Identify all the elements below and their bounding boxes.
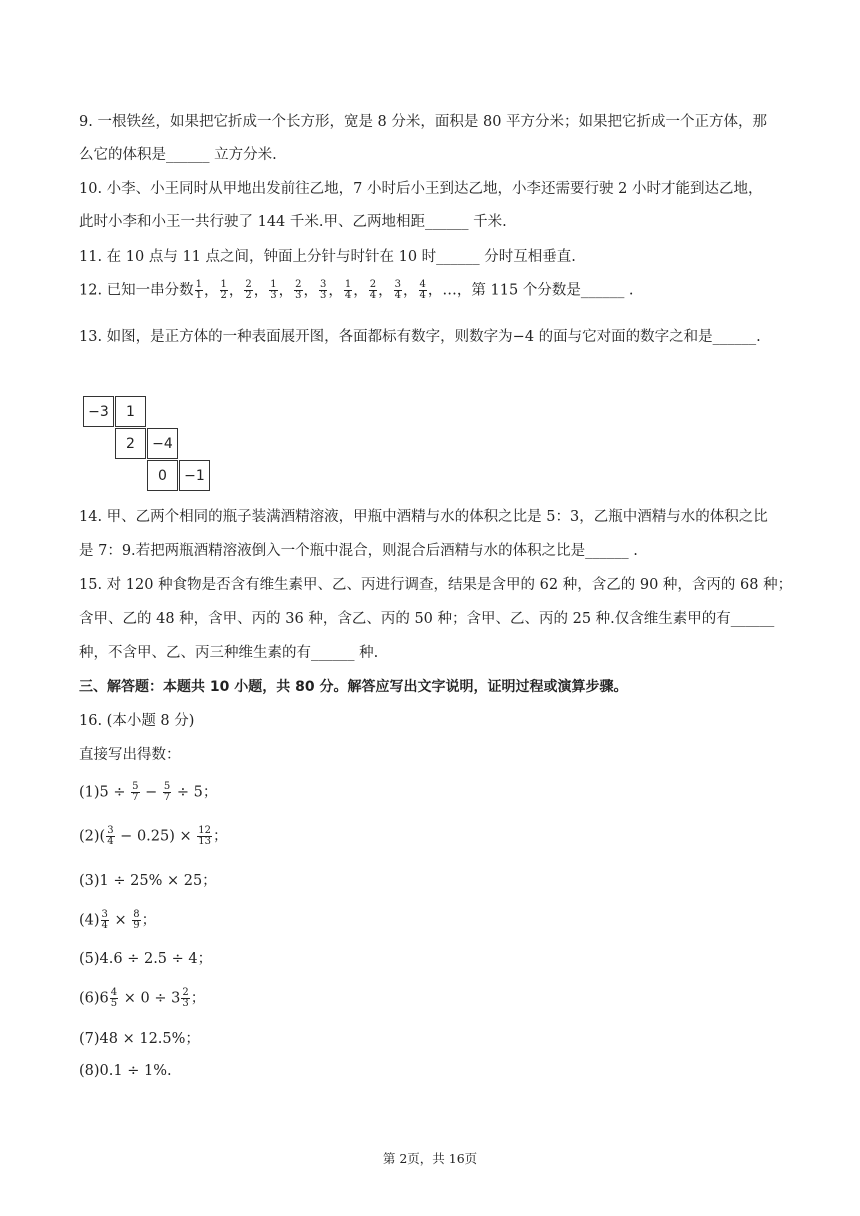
denominator: 2 xyxy=(245,290,252,301)
denominator: 7 xyxy=(163,792,171,803)
denominator: 4 xyxy=(107,836,114,847)
separator: ， xyxy=(253,282,269,299)
numerator: 1 xyxy=(195,279,203,290)
expr-text: − 0.25) × xyxy=(115,828,197,845)
q16-part-6 xyxy=(79,988,205,1009)
q15-line2: 含甲、乙的 48 种，含甲、丙的 36 种，含乙、丙的 50 种；含甲、乙、丙的 25 种.仅含维生素甲的有______ xyxy=(79,611,775,627)
expr-text: × 0 ÷ 3 xyxy=(119,990,181,1007)
separator: ， xyxy=(378,282,393,299)
q16-part-1 xyxy=(79,782,217,803)
denominator: 7 xyxy=(132,792,139,803)
expr-text: × xyxy=(109,912,132,929)
separator: ， xyxy=(278,282,294,299)
denominator: 3 xyxy=(295,290,302,301)
denominator: 4 xyxy=(344,290,352,301)
sequence-fraction xyxy=(244,280,252,301)
q15-line1: 15. 对 120 种食物是否含有维生素甲、乙、丙进行调查，结果是含甲的 62 种，含乙的 90 种，含丙的 68 种； xyxy=(79,577,793,593)
q14-line1: 14. 甲、乙两个相同的瓶子装满酒精溶液，甲瓶中酒精与水的体积之比是 5：3，乙瓶中酒精与水的体积之比 xyxy=(79,509,768,525)
numerator: 2 xyxy=(369,279,377,290)
fraction xyxy=(106,826,114,847)
fraction xyxy=(110,988,118,1009)
denominator: 3 xyxy=(320,290,327,301)
q10-line1: 10. 小李、小王同时从甲地出发前往乙地，7 小时后小王到达乙地，小李还需要行驶 2 小时才能到达乙地， xyxy=(79,181,763,197)
q16-part-5: (5)4.6 ÷ 2.5 ÷ 4； xyxy=(79,951,213,967)
denominator: 4 xyxy=(369,290,377,301)
denominator: 2 xyxy=(220,290,227,301)
q10-line2: 此时小李和小王一共行驶了 144 千米.甲、乙两地相距______ 千米. xyxy=(79,214,507,230)
q16-part-4 xyxy=(79,910,156,931)
denominator: 5 xyxy=(110,998,118,1009)
q12-fraction-sequence xyxy=(194,279,428,301)
denominator: 4 xyxy=(101,920,108,931)
denominator: 4 xyxy=(394,290,402,301)
denominator: 13 xyxy=(198,836,211,847)
q16-part-8: (8)0.1 ÷ 1%. xyxy=(79,1063,172,1079)
expr-text: (4) xyxy=(79,912,100,929)
sequence-fraction xyxy=(294,280,302,301)
denominator: 4 xyxy=(419,290,426,301)
separator: ， xyxy=(303,282,319,299)
separator: ， xyxy=(228,282,244,299)
net-cell: −4 xyxy=(147,428,178,459)
net-cell: −1 xyxy=(179,460,210,491)
numerator: 2 xyxy=(245,279,252,290)
expr-text: ； xyxy=(190,990,206,1007)
q16-part-7: (7)48 × 12.5%； xyxy=(79,1031,200,1047)
separator: ， xyxy=(328,282,343,299)
numerator: 3 xyxy=(394,279,402,290)
q16-title: 16. (本小题 8 分) xyxy=(79,713,195,729)
q9-line1: 9. 一根铁丝，如果把它折成一个长方形，宽是 8 分米，面积是 80 平方分米；如果把它折成一个正方体，那 xyxy=(79,114,768,130)
q12-prefix: 12. 已知一串分数 xyxy=(79,282,194,299)
page-footer: 第 2页，共 16页 xyxy=(382,1151,478,1166)
numerator: 3 xyxy=(101,909,108,920)
fraction xyxy=(131,782,139,803)
numerator: 8 xyxy=(133,909,140,920)
separator: ， xyxy=(204,282,219,299)
expr-text: − xyxy=(140,784,162,801)
q16-instruction: 直接写出得数： xyxy=(79,747,181,763)
numerator: 1 xyxy=(220,279,227,290)
separator: ， xyxy=(353,282,368,299)
q13-line1: 13. 如图，是正方体的一种表面展开图，各面都标有数字，则数字为−4 的面与它对面的数字之和是______. xyxy=(79,329,761,345)
expr-text: (6)6 xyxy=(79,990,109,1007)
numerator: 12 xyxy=(198,825,211,836)
numerator: 5 xyxy=(132,781,139,792)
denominator: 1 xyxy=(195,290,203,301)
sequence-fraction xyxy=(419,280,427,301)
q11-line1: 11. 在 10 点与 11 点之间，钟面上分针与时针在 10 时______ 分时互相垂直. xyxy=(79,249,576,265)
q16-part-2 xyxy=(79,826,228,847)
expr-text: ÷ 5； xyxy=(172,784,218,801)
q12-line xyxy=(79,280,634,301)
numerator: 3 xyxy=(107,825,114,836)
q9-line2: 么它的体积是______ 立方分米. xyxy=(79,147,277,163)
expr-text: (2)( xyxy=(79,828,106,845)
cube-net-figure xyxy=(83,396,213,491)
numerator: 4 xyxy=(110,987,118,998)
numerator: 3 xyxy=(320,279,327,290)
sequence-fraction xyxy=(344,280,352,301)
numerator: 5 xyxy=(163,781,171,792)
q15-line3: 种，不含甲、乙、丙三种维生素的有______ 种. xyxy=(79,645,379,661)
sequence-fraction xyxy=(319,280,327,301)
sequence-fraction xyxy=(369,280,377,301)
numerator: 1 xyxy=(344,279,352,290)
numerator: 1 xyxy=(270,279,277,290)
q12-suffix: ，…，第 115 个分数是______ . xyxy=(427,282,634,299)
expr-text: (1)5 ÷ xyxy=(79,784,131,801)
expr-text: ； xyxy=(141,912,157,929)
net-cell: 1 xyxy=(115,396,146,427)
numerator: 4 xyxy=(419,279,426,290)
separator: ， xyxy=(403,282,418,299)
numerator: 2 xyxy=(182,987,189,998)
net-cell: 0 xyxy=(147,460,178,491)
denominator: 3 xyxy=(270,290,277,301)
numerator: 2 xyxy=(295,279,302,290)
fraction xyxy=(197,826,212,847)
sequence-fraction xyxy=(394,280,402,301)
sequence-fraction xyxy=(195,280,203,301)
sequence-fraction xyxy=(220,280,228,301)
sequence-fraction xyxy=(269,280,277,301)
expr-text: ； xyxy=(213,828,228,845)
section-heading: 三、解答题：本题共 10 小题，共 80 分。解答应写出文字说明，证明过程或演算步骤。 xyxy=(79,679,628,695)
q16-part-3: (3)1 ÷ 25% × 25； xyxy=(79,873,217,889)
q14-line2: 是 7：9.若把两瓶酒精溶液倒入一个瓶中混合，则混合后酒精与水的体积之比是______ . xyxy=(79,543,638,559)
net-cell: 2 xyxy=(115,428,146,459)
denominator: 3 xyxy=(182,998,189,1009)
fraction xyxy=(181,988,189,1009)
net-cell: −3 xyxy=(83,396,114,427)
fraction xyxy=(101,910,109,931)
fraction xyxy=(163,782,171,803)
denominator: 9 xyxy=(133,920,140,931)
fraction xyxy=(132,910,140,931)
